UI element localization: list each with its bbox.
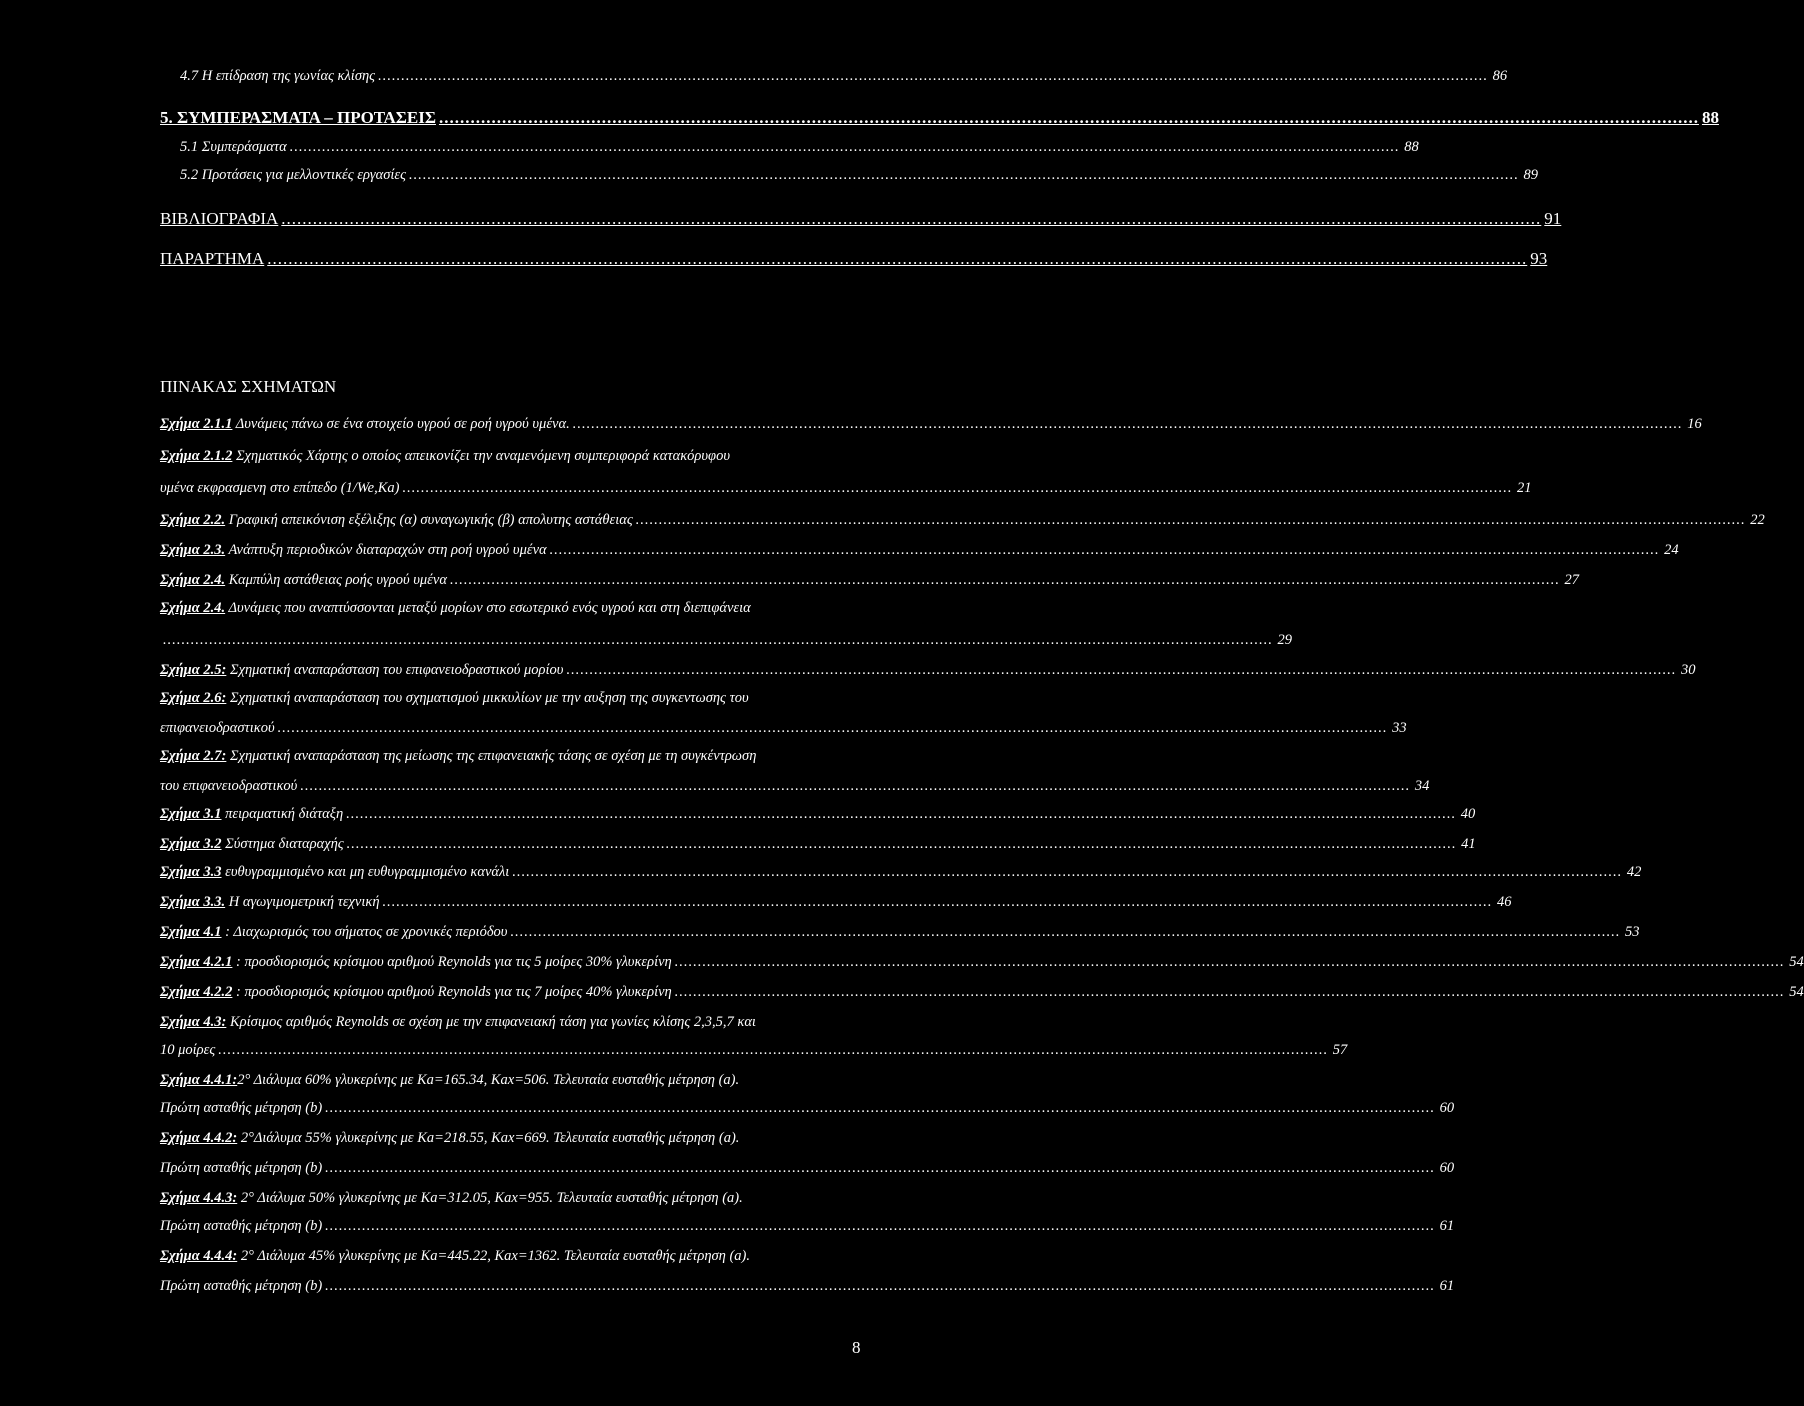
figure-caption: Δυνάμεις που αναπτύσσονται μεταξύ μορίων στο εσωτερικό ενός υγρού και στη διεπιφάνεια [225,600,751,616]
figure-page: 40 [1460,806,1476,822]
figure-entry [160,1188,866,1208]
figure-page: 61 [1439,1278,1455,1294]
figures-heading: ΠΙΝΑΚΑΣ ΣΧΗΜΑΤΩΝ [160,377,337,396]
figure-caption: Ανάπτυξη περιοδικών διαταραχών στη ροή υγρού υμένα [225,542,547,558]
figure-label: Σχήμα 4.4.3: [160,1190,238,1206]
figure-entry [160,804,1476,824]
figure-entry [160,952,1804,972]
figure-entry [160,598,866,618]
figure-caption: Σύστημα διαταραχής [221,836,344,852]
figure-caption: Γραφική απεικόνιση εξέλιξης (α) συναγωγικής (β) απολυτης αστάθειας [225,512,633,528]
figure-label: Σχήμα 3.3. [160,894,226,910]
toc-entry-5-2: 5.2 Προτάσεις για μελλοντικές εργασίες ..... 89 [180,165,866,185]
figure-entry-continuation [160,718,1407,738]
figure-caption: : προσδιορισμός κρίσιμου αριθμού Reynolds για τις 7 μοίρες 40% γλυκερίνη [232,984,672,1000]
figure-page: 57 [1332,1042,1348,1058]
figure-label: Σχήμα 4.3: [160,1014,227,1030]
dot-leader [347,834,1457,854]
figure-page: 54 [1789,984,1804,1000]
figure-label: Σχήμα 2.1.2 [160,448,233,464]
figure-label: Σχήμα 4.4.4: [160,1248,238,1264]
figure-entry [160,570,1579,590]
figure-entry-continuation [160,1216,1455,1236]
figure-page: 22 [1750,512,1765,528]
dot-leader [278,718,1388,738]
figure-entry-continuation [160,1158,1455,1178]
figure-page: 42 [1626,864,1642,880]
figure-page: 46 [1497,894,1512,910]
dot-leader [325,1276,1435,1296]
dot-leader [325,1216,1435,1236]
figure-caption-continued: επιφανειοδραστικού [160,720,275,736]
figure-label: Σχήμα 2.4. [160,600,226,616]
figure-page: 27 [1564,572,1579,588]
figure-label: Σχήμα 2.6: [160,690,227,706]
figure-entry [160,892,1512,912]
figure-caption: : προσδιορισμός κρίσιμου αριθμού Reynolds για τις 5 μοίρες 30% γλυκερίνη [232,954,672,970]
toc-entry-chapter-5: 5. ΣΥΜΠΕΡΑΣΜΑΤΑ – ΠΡΟΤΑΣΕΙΣ ..... 88 [160,108,866,128]
figure-entry-continuation [160,1276,1455,1296]
figure-label: Σχήμα 2.4. [160,572,226,588]
figure-entry [160,834,1476,854]
dot-leader [510,922,1620,942]
figure-label: Σχήμα 2.5: [160,662,227,678]
figure-page: 21 [1516,480,1532,496]
dot-leader [346,804,1456,824]
toc-entry-5-1: 5.1 Συμπεράσματα ..... 88 [180,137,866,157]
figure-entry [160,446,866,466]
dot-leader [450,570,1560,590]
figure-label: Σχήμα 2.7: [160,748,227,764]
figure-entry [160,1070,866,1090]
figure-page: 24 [1664,542,1679,558]
figure-label: Σχήμα 4.2.2 [160,984,233,1000]
figure-page: 60 [1439,1100,1455,1116]
dot-leader [566,660,1676,680]
dot-leader [218,1040,1328,1060]
figure-caption: πειραματική διάταξη [221,806,344,822]
figure-caption-continued: Πρώτη ασταθής μέτρηση (b) [160,1278,323,1294]
figure-caption-continued: του επιφανειοδραστικού [160,778,298,794]
figure-page: 29 [1277,632,1292,648]
figure-page: 41 [1461,836,1476,852]
figure-caption-continued: Πρώτη ασταθής μέτρηση (b) [160,1218,323,1234]
figure-entry [160,1012,866,1032]
figure-entry-continuation [160,776,1430,796]
dot-leader [383,892,1493,912]
figure-entry-continuation [160,478,1532,498]
figure-entry-continuation [160,1098,1455,1118]
figure-page: 53 [1624,924,1640,940]
figure-caption: Σχηματικός Χάρτης ο οποίος απεικονίζει την αναμενόμενη συμπεριφορά κατακόρυφου [232,448,730,464]
figure-caption: Η αγωγιμομετρική τεχνική [225,894,380,910]
figure-page: 16 [1687,416,1702,432]
figure-entry [160,1128,866,1148]
figure-page: 33 [1392,720,1407,736]
figure-caption-continued: 10 μοίρες [160,1042,216,1058]
figure-entry [160,540,1679,560]
figure-caption: : Διαχωρισμός του σήματος σε χρονικές περιόδου [221,924,508,940]
toc-entry-bibliography: ΒΙΒΛΙΟΓΡΑΦΙΑ ..... 91 [160,209,866,229]
figure-page: 60 [1439,1160,1455,1176]
figure-entry [160,660,1696,680]
figure-entry-continuation [160,630,1292,650]
figure-page: 30 [1680,662,1696,678]
figure-label: Σχήμα 2.3. [160,542,226,558]
figure-caption: 2° Διάλυμα 50% γλυκερίνης με Ka=312.05, Kax=955. Τελευταία ευσταθής μέτρηση (a). [237,1190,743,1206]
figure-entry [160,746,866,766]
figure-label: Σχήμα 4.4.1: [160,1072,238,1088]
toc-entry-4-7: 4.7 Η επίδραση της γωνίας κλίσης ..... 86 [180,66,866,86]
dot-leader [325,1098,1435,1118]
figure-page: 61 [1439,1218,1455,1234]
dot-leader [402,478,1512,498]
dot-leader [550,540,1660,560]
figure-caption: Σχηματική αναπαράσταση του σχηματισμού μικκυλίων με την αυξηση της συγκεντωσης του [226,690,749,706]
figure-caption: 2°Διάλυμα 55% γλυκερίνης με Ka=218.55, Kax=669. Τελευταία ευσταθής μέτρηση (a). [237,1130,740,1146]
figure-entry [160,688,866,708]
figure-label: Σχήμα 4.4.2: [160,1130,238,1146]
figure-page: 34 [1414,778,1430,794]
figure-label: Σχήμα 2.2. [160,512,226,528]
figure-label: Σχήμα 3.3 [160,864,222,880]
figure-entry [160,982,1804,1002]
figure-entry [160,1246,866,1266]
figure-caption-continued: Πρώτη ασταθής μέτρηση (b) [160,1160,323,1176]
dot-leader [512,862,1622,882]
figure-entry [160,510,1765,530]
dot-leader [675,982,1785,1002]
figure-caption: Δυνάμεις πάνω σε ένα στοιχείο υγρού σε ροή υγρού υμένα. [232,416,570,432]
figure-label: Σχήμα 4.1 [160,924,222,940]
figure-caption: Σχηματική αναπαράσταση του επιφανειοδραστικού μορίου [226,662,564,678]
page-number: 8 [852,1338,861,1357]
dot-leader [325,1158,1435,1178]
figure-entry-continuation [160,1040,1348,1060]
dot-leader [300,776,1410,796]
figure-label: Σχήμα 2.1.1 [160,416,233,432]
dot-leader [675,952,1785,972]
figure-caption: ευθυγραμμισμένο και μη ευθυγραμμισμένο κανάλι [221,864,510,880]
figure-page: 54 [1789,954,1804,970]
figure-label: Σχήμα 4.2.1 [160,954,233,970]
dot-leader [636,510,1746,530]
figure-caption: 2° Διάλυμα 60% γλυκερίνης με Ka=165.34, Kax=506. Τελευταία ευσταθής μέτρηση (a). [237,1072,740,1088]
figure-entry [160,862,1642,882]
figure-caption: Σχηματική αναπαράσταση της μείωσης της επιφανειακής τάσης σε σχέση με τη συγκέντρωση [226,748,757,764]
figure-label: Σχήμα 3.1 [160,806,222,822]
toc-entry-appendix: ΠΑΡΑΡΤΗΜΑ ..... 93 [160,249,866,269]
figure-entry [160,414,1702,434]
figure-caption: Καμπύλη αστάθειας ροής υγρού υμένα [225,572,447,588]
dot-leader [573,414,1683,434]
dot-leader [163,630,1273,650]
figure-caption-continued: Πρώτη ασταθής μέτρηση (b) [160,1100,323,1116]
figure-caption: 2° Διάλυμα 45% γλυκερίνης με Ka=445.22, Kax=1362. Τελευταία ευσταθής μέτρηση (a). [237,1248,751,1264]
figure-entry [160,922,1640,942]
figure-caption-continued: υμένα εκφρασμενη στο επίπεδο (1/We,Ka) [160,480,400,496]
figure-label: Σχήμα 3.2 [160,836,222,852]
figure-caption: Κρίσιμος αριθμός Reynolds σε σχέση με την επιφανειακή τάση για γωνίες κλίσης 2,3,5,7 και [226,1014,756,1030]
